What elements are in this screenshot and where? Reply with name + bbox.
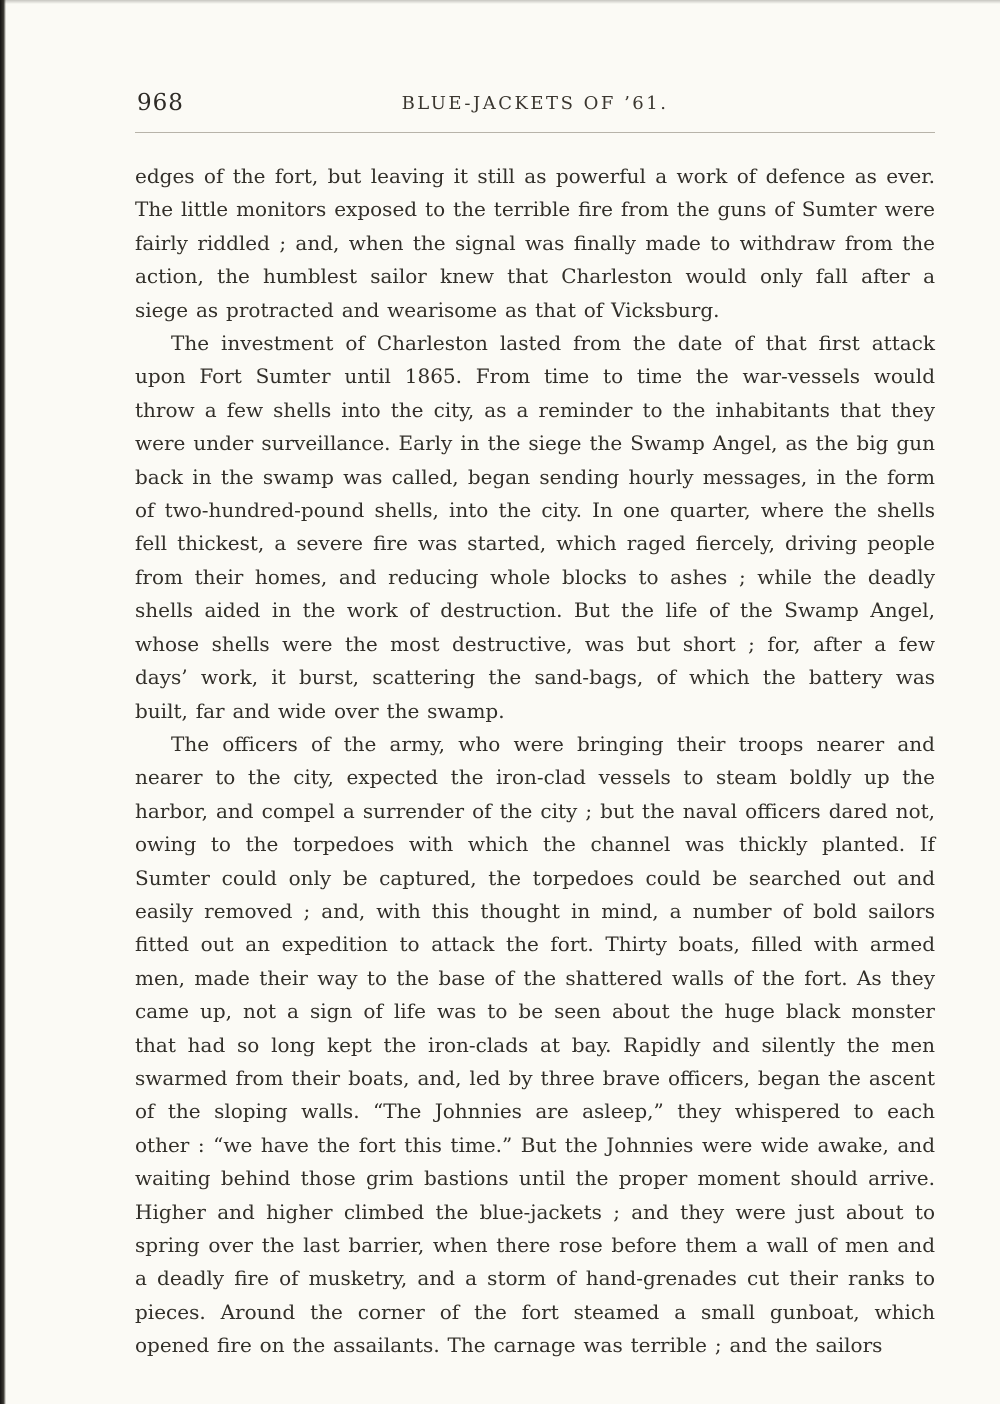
- scan-edge-left: [0, 0, 6, 1404]
- paragraph-continuation: edges of the fort, but leaving it still as powerful a work of defence as ever. The little monitors exposed to the terrible fire from the guns of Sumter were fairly riddled ; and, when the signal was finally made to withdraw from the action, the humblest sailor knew that Charleston would only fall after a siege as protracted and wearisome as that of Vicksburg.: [135, 164, 935, 322]
- page-header: [135, 90, 935, 120]
- page-number: 968: [137, 90, 184, 116]
- paragraph: The investment of Charleston lasted from the date of that first attack upon Fort Sumter until 1865. From time to time the war-vessels would throw a few shells into the city, as a reminder to the inhabitants that they were under surveillance. Early in the siege the Swamp Angel, as the big gun back in the swamp was called, began sending hourly messages, in the form of two-hundred-pound shells, into the city. In one quarter, where the shells fell thickest, a severe fire was started, which raged fiercely, driving people from their homes, and reducing whole blocks to ashes ; while the deadly shells aided in the work of destruction. But the life of the Swamp Angel, whose shells were the most destructive, was but short ; for, after a few days’ work, it burst, scattering the sand-bags, of which the battery was built, far and wide over the swamp.: [135, 331, 935, 723]
- running-title: BLUE-JACKETS OF ’61.: [401, 93, 669, 114]
- header-rule: [135, 132, 935, 133]
- paragraph: The officers of the army, who were bringing their troops nearer and nearer to the city, expected the iron-clad vessels to steam boldly up the harbor, and compel a surrender of the city ; but the naval officers dared not, owing to the torpedoes with which the channel was thickly planted. If Sumter could only be captured, the torpedoes could be searched out and easily removed ; and, with this thought in mind, a number of bold sailors fitted out an expedition to attack the fort. Thirty boats, filled with armed men, made their way to the base of the shattered walls of the fort. As they came up, not a sign of life was to be seen about the huge black monster that had so long kept the iron-clads at bay. Rapidly and silently the men swarmed from their boats, and, led by three brave officers, began the ascent of the sloping walls. “The Johnnies are asleep,” they whispered to each other : “we have the fort this time.” But the Johnnies were wide awake, and waiting behind those grim bastions until the proper moment should arrive. Higher and higher climbed the blue-jackets ; and they were just about to spring over the last barrier, when there rose before them a wall of men and a deadly fire of musketry, and a storm of hand-grenades cut their ranks to pieces. Around the corner of the fort steamed a small gunboat, which opened fire on the assailants. The carnage was terrible ; and the sailors: [135, 731, 935, 1358]
- page-body: [135, 160, 935, 1363]
- scan-shadow-top: [0, 0, 1000, 4]
